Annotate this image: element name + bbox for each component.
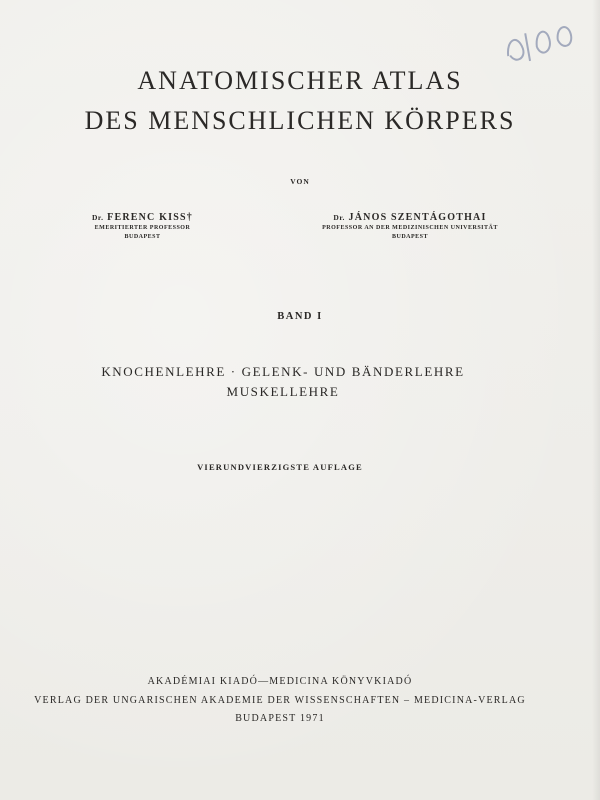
book-title-line-2: DES MENSCHLICHEN KÖRPERS bbox=[84, 106, 516, 135]
author-2 bbox=[285, 211, 535, 242]
subject-line-2: MUSKELLEHRE bbox=[226, 384, 340, 399]
publisher-line: AKADÉMIAI KIADÓ—MEDICINA KÖNYVKIADÓ bbox=[147, 676, 413, 687]
by-label: VON bbox=[290, 177, 310, 186]
edition-label: VIERUNDVIERZIGSTE AUFLAGE bbox=[197, 462, 363, 472]
book-title-line-1: ANATOMISCHER ATLAS bbox=[137, 66, 463, 95]
subject-line-1: KNOCHENLEHRE · GELENK- UND BÄNDERLEHRE bbox=[101, 364, 465, 379]
place-year-line: BUDAPEST 1971 bbox=[235, 713, 325, 724]
author-1-city: BUDAPEST bbox=[124, 234, 161, 240]
author-2-prefix: Dr. bbox=[333, 213, 345, 222]
author-1-name: FERENC KISS† bbox=[107, 212, 193, 223]
volume-label: BAND I bbox=[277, 311, 323, 322]
author-2-city: BUDAPEST bbox=[391, 234, 428, 240]
author-2-affiliation: PROFESSOR AN DER MEDIZINISCHEN UNIVERSITÄT bbox=[322, 225, 498, 231]
author-1 bbox=[60, 211, 225, 242]
author-1-prefix: Dr. bbox=[92, 213, 104, 222]
author-1-affiliation: EMERITIERTER PROFESSOR bbox=[94, 225, 191, 231]
publisher-german-line: VERLAG DER UNGARISCHEN AKADEMIE DER WISSENSCHAFTEN – MEDICINA-VERLAG bbox=[34, 695, 526, 706]
author-2-name: JÁNOS SZENTÁGOTHAI bbox=[348, 212, 487, 223]
